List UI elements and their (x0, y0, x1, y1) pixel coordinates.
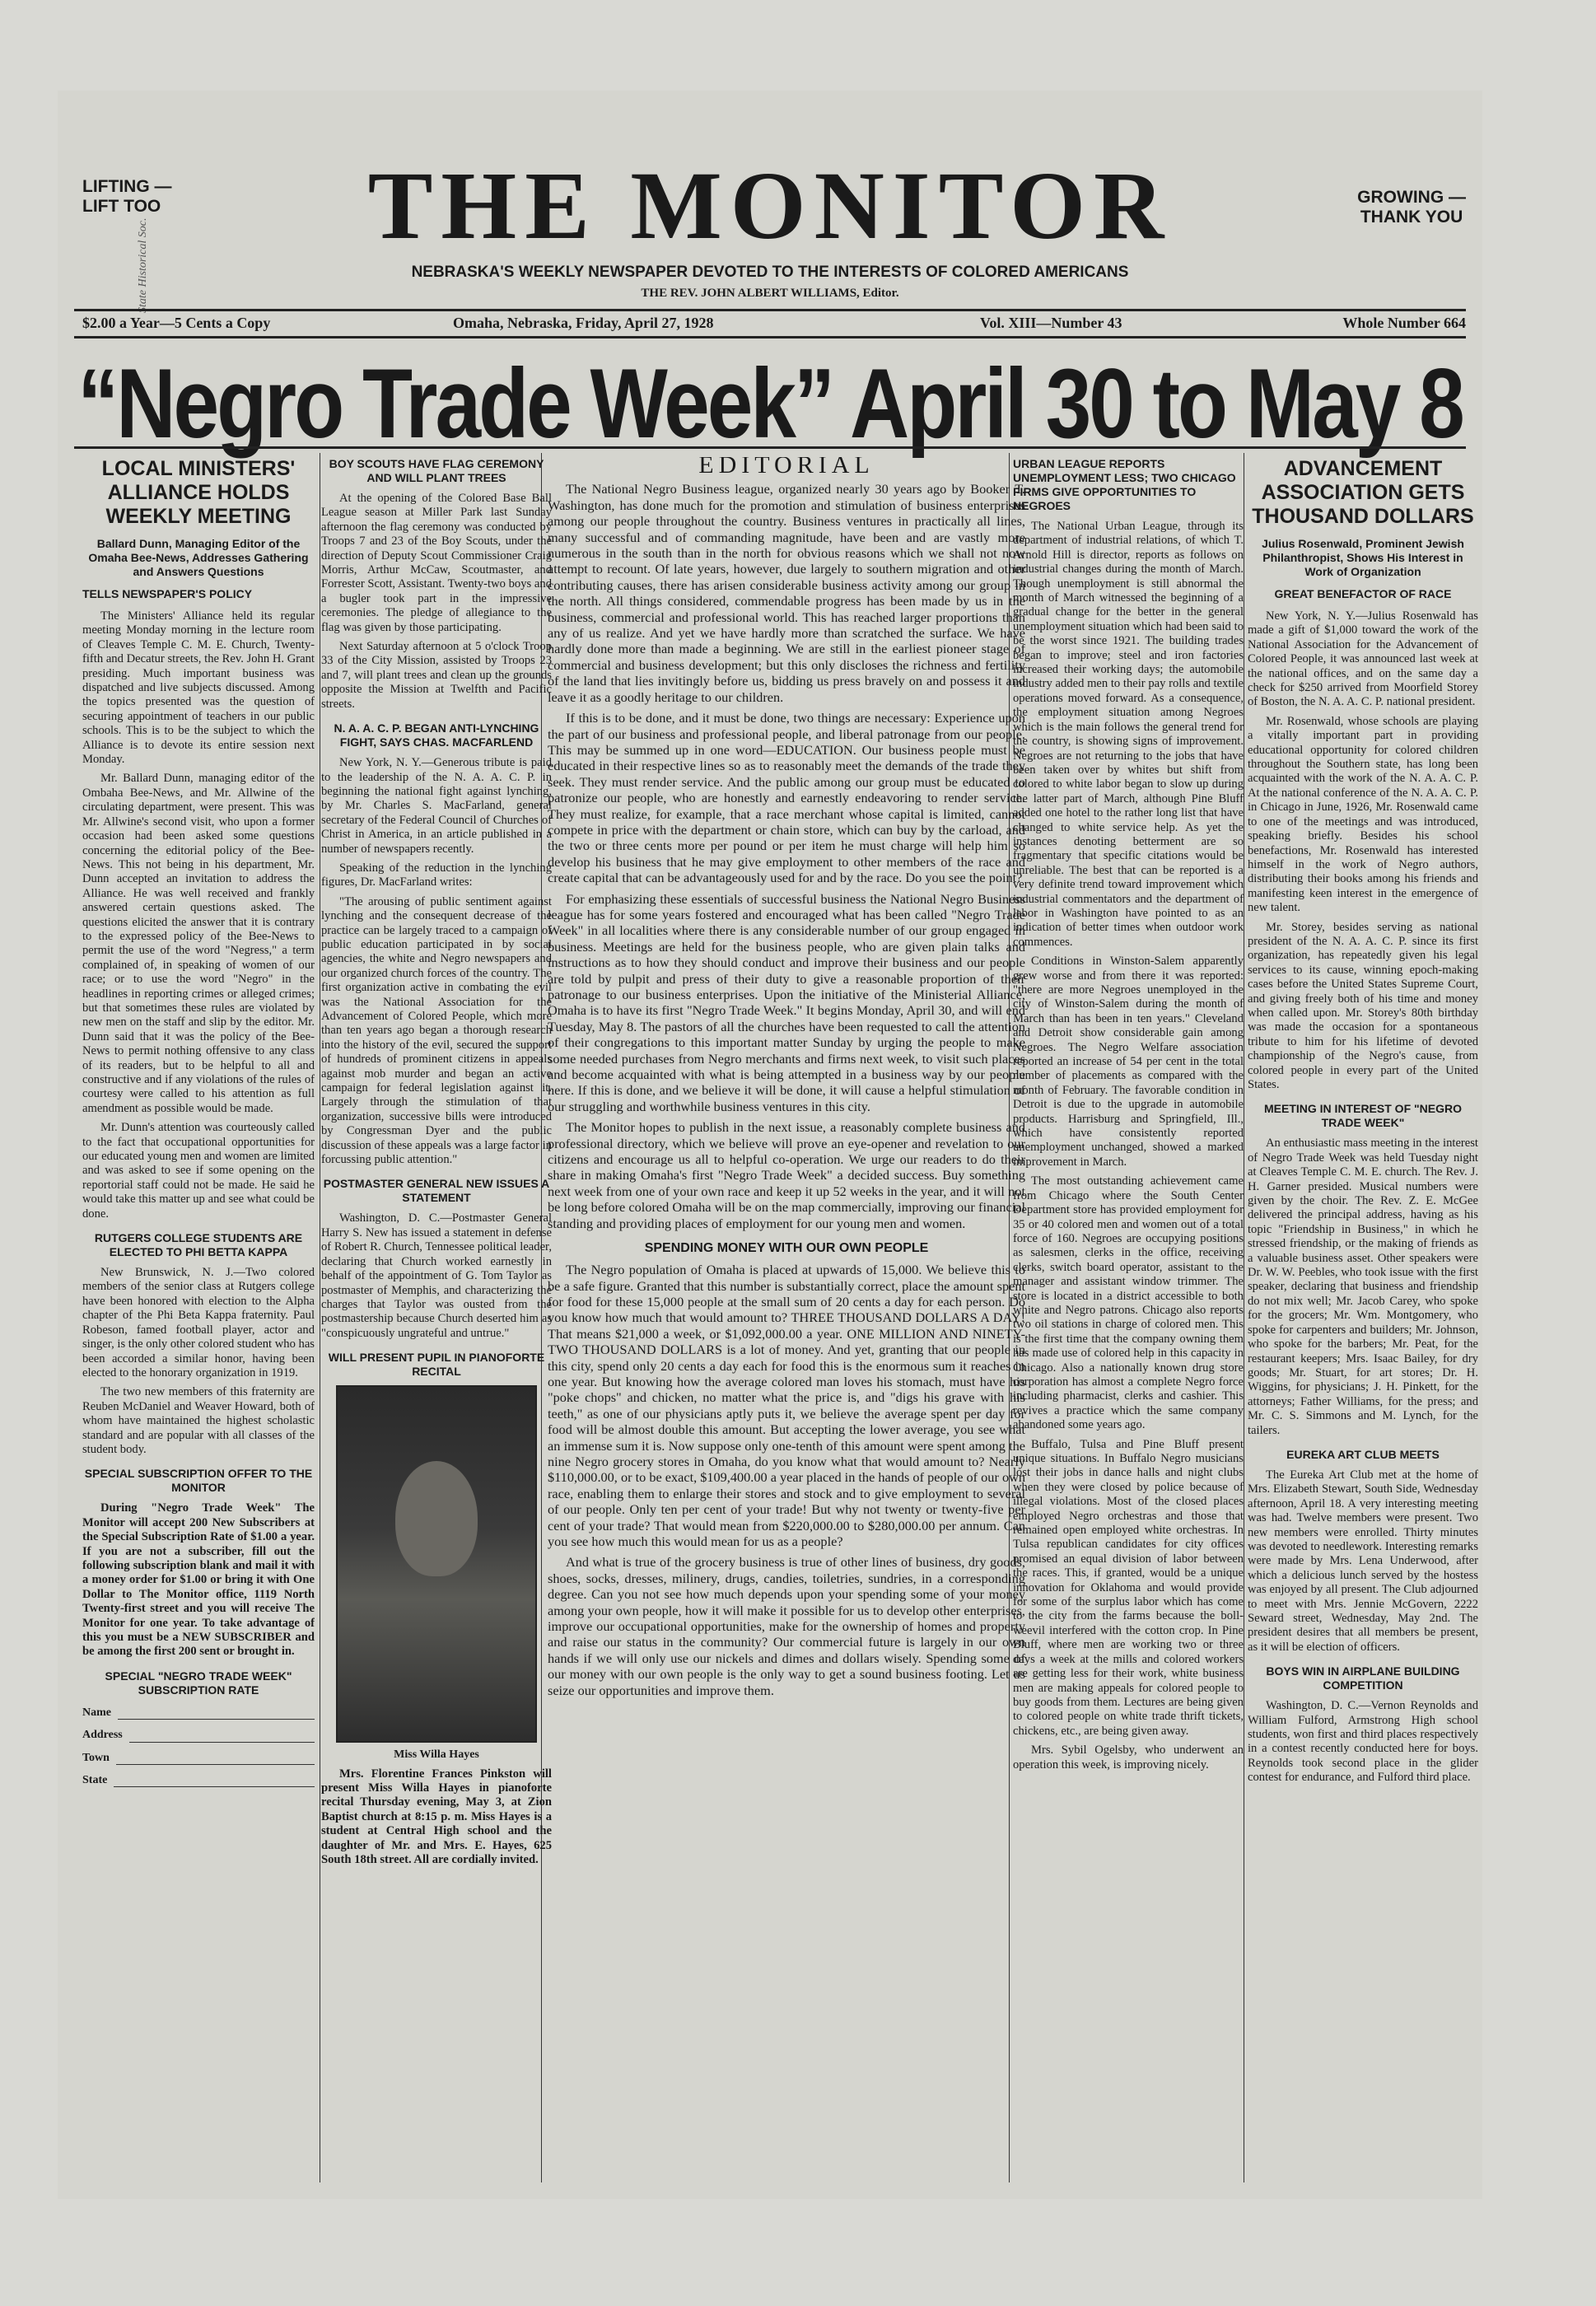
form-line (129, 1728, 315, 1742)
form-label: State (82, 1774, 108, 1787)
article-headline: URBAN LEAGUE REPORTS UNEMPLOYMENT LESS; TWO CHICAGO FIRMS GIVE OPPORTUNITIES TO NEGROES (1013, 457, 1236, 512)
article-headline: SPENDING MONEY WITH OUR OWN PEOPLE (644, 1241, 929, 1256)
subscription-form-title: SPECIAL "NEGRO TRADE WEEK" SUBSCRIPTION RATE (105, 1669, 292, 1697)
column-1 (82, 457, 315, 2187)
whole-number: Whole Number 664 (1342, 315, 1466, 331)
article-paragraph: The National Urban League, through its department of industrial relations, of which T. Arnold Hill is director, reports as follows on industrial changes during the month of March. Though unemployment is still abnormal the month of March witnessed the beginning of a gradual change for the better in the general unemployment situation which had been said to be the worst since 1921. The building trades began to improve; steel and iron factories increased their working days; the automobile industry added men to their pay rolls and textile operations moved forward. As a consequence, the employment situation among Negroes which is the main follows the general trend for the country, is showing signs of improvement. Negroes are not returning to the jobs that have been taken over by whites but shift from colored to white labor began to slow up during the latter part of March, although Pine Bluff added one hotel to the rather long list that have changed to white service help. As yet the instances denoting betterment are so fragmentary that specific citations would be unreliable. The best that can be reported is a very definite trend toward improvement which industrial commentators and the department of labor in Washington have pointed to as an indication of better times when outdoor work commences. (1013, 520, 1244, 949)
article-paragraph: Conditions in Winston-Salem apparently grew worse and from there it was reported: "there are more Negroes unemployed in the city of Winston-Salem during the month of March than has been in ten years." Cleveland and Detroit show considerable gain among Negroes. The Negro Welfare association reported an increase of 54 per cent in the total number of placements as compared with the month of February. The favorable condition in Detroit is due to the upgrade in automobile products. Harrisburg and Springfield, Ill., which have consistently reported unemployment unchanged, showed a marked improvement in March. (1013, 955, 1244, 1169)
article-paragraph: The Ministers' Alliance held its regular meeting Monday morning in the lecture room of Cleaves Temple C. M. E. Church, Twenty-fifth and Decatur streets, the Rev. John H. Grant presiding. Much important business was dispatched and live subjects discussed. Among the topics presented was the question of securing appointment of teachers in our public schools. This is to be the subject to which the Alliance is to devote its entire session next Monday. (82, 609, 315, 767)
article-headline: BOY SCOUTS HAVE FLAG CEREMONY AND WILL PLANT TREES (329, 457, 544, 484)
article-paragraph: The Monitor hopes to publish in the next issue, a reasonably complete business and professional directory, which we believe will prove an eye-opener and revelation to our citizens and encourage us all to helpful co-operation. We urge our readers to do their share in making Omaha's first "Negro Trade Week" a decided success. Buy something next week from one of your own race and keep it up 52 weeks in the year, and it will not be long before colored Omaha will be on the map commercially, improving our financial standing and providing places of employment for our young men and women. (548, 1119, 1025, 1231)
price: $2.00 a Year—5 Cents a Copy (82, 315, 271, 331)
form-line (118, 1706, 315, 1720)
right-ear-line: THANK YOU (1360, 208, 1463, 226)
headline-rule (74, 446, 1466, 449)
article-paragraph: New York, N. Y.—Julius Rosenwald has made a gift of $1,000 toward the work of the National Association for the Advancement of Colored People, it was announced last week at the national offices, and on the same day a check for $250 arrived from Moorfield Storey of Boston, the N. A. A. C. P. national president. (1248, 609, 1478, 709)
article-paragraph: The most outstanding achievement came from Chicago where the South Center Department store has provided employment for 35 or 40 colored men and women out of a total force of 160. Negroes are occupying positions as salesmen, clerks in the office, receiving clerks, switch board operator, assistant to the manager and assistant window trimmer. The store is located in a district accessible to both white and Negro patrons. Chicago also reports two oil stations in charge of colored men. This is the first time that the company owning them has made use of colored help in this capacity in Chicago. Also a nationally known drug store corporation has almost a complete Negro force including pharmacist, clerks and cashier. This revives a practice which the same company abandoned some years ago. (1013, 1174, 1244, 1432)
article-paragraph: During "Negro Trade Week" The Monitor will accept 200 New Subscribers at the Special Subscription Rate of $1.00 a year. If you are not a subscriber, fill out the following subscription blank and mail it with a money order for $1.00 or bring it with One Dollar to The Monitor office, 1119 North Twenty-first street and you will receive The Monitor for one year. To take advantage of this you must be a NEW SUBSCRIBER and be among the first 200 sent or brought in. (82, 1501, 315, 1659)
article-paragraph: Buffalo, Tulsa and Pine Bluff present unique situations. In Buffalo Negro musicians lost their jobs in dance halls and night clubs when they were closed by police because of illegal violations. Most of the closed places employed Negro orchestras and those that remained open employed white orchestras. In Tulsa republican candidates for city offices promised an equal division of labor between the races. This, if granted, would be a unique innovation for Oklahoma and would provide for some of the surplus labor which has come to the city from the farms because the boll-weevil interfered with the cotton crop. In Pine Bluff, where men are working two or three days a week at the mills and colored workers are getting less for their work, white business men are making appeals for colored people to buy goods from them. Lectures are being given to colored people on white trade thrift tickets, chickens, etc., are being given away. (1013, 1437, 1244, 1738)
article-paragraph: "The arousing of public sentiment against lynching and the consequent decrease of the practice can be largely traced to a campaign of public education participated in by social agencies, the white and Negro newspapers and our organized church forces of the country. The first organization active in combating the evil was the National Association for the Advancement of Colored People, which more than ten years ago began a thorough research into the history of the evil, secured the support of hundreds of prominent citizens in appeals against mob murder and began an active campaign for federal legislation against it. Largely through the stimulation of that organization, successive bills were introduced by Congressman Dyer and the public discussion of these appeals was a large factor in forcussing public attention." (321, 894, 552, 1167)
dateline-rule (74, 336, 1466, 338)
article-paragraph: Washington, D. C.—Postmaster General Harry S. New has issued a statement in defense of Robert R. Church, Tennessee political leader, declaring that Church worked earnestly in behalf of the appointment of G. Tom Taylor as postmaster of Memphis, and characterizing the charges that Taylor was ousted from the postmastership because Church deserted him as "conspicuously ungrateful and untrue." (321, 1211, 552, 1340)
article-paragraph: Mr. Rosenwald, whose schools are playing a vitally important part in providing educational opportunity for colored children throughout the Southern state, has long been acquainted with the work of the N. A. A. C. P. At the national conference of the N. A. A. C. P. in Chicago in June, 1926, Mr. Rosenwald came to one of the meetings and was introduced, speaking briefly. Besides his school benefactions, Mr. Rosenwald has interested himself in the work of Negro authors, distributing their books among his friends and manifesting keen interest in the emergence of new talent. (1248, 714, 1478, 915)
left-ear-line: LIFT TOO (82, 197, 161, 216)
form-line (116, 1751, 315, 1765)
form-label: Name (82, 1706, 111, 1719)
article-headline: ADVANCEMENT ASSOCIATION GETS THOUSAND DOLLARS (1252, 457, 1474, 528)
article-subhead: GREAT BENEFACTOR OF RACE (1274, 587, 1452, 600)
form-field-address[interactable] (82, 1728, 315, 1742)
article-paragraph: Speaking of the reduction in the lynching figures, Dr. MacFarland writes: (321, 861, 552, 889)
article-headline: WILL PRESENT PUPIL IN PIANOFORTE RECITAL (328, 1351, 545, 1379)
form-field-town[interactable] (82, 1751, 315, 1765)
form-field-state[interactable] (82, 1773, 315, 1787)
article-paragraph: Next Saturday afternoon at 5 o'clock Troop 33 of the City Mission, assisted by Troops 23 and 7, will plant trees and clean up the grounds opposite the Mission at Twelfth and Pacific streets. (321, 640, 552, 711)
article-headline: MEETING IN INTEREST OF "NEGRO TRADE WEEK" (1264, 1102, 1462, 1130)
article-headline: N. A. A. C. P. BEGAN ANTI-LYNCHING FIGHT, SAYS CHAS. MACFARLEND (334, 721, 539, 749)
article-paragraph: Mrs. Sybil Ogelsby, who underwent an operation this week, is improving nicely. (1013, 1744, 1244, 1772)
article-paragraph: Mrs. Florentine Frances Pinkston will present Miss Willa Hayes in pianoforte recital Thursday evening, May 3, at Zion Baptist church at 8:15 p. m. Miss Hayes is a student at Central High school and the daughter of Mr. and Mrs. E. Hayes, 625 South 18th street. All are cordially invited. (321, 1767, 552, 1866)
portrait-face (395, 1461, 478, 1576)
article-paragraph: Mr. Ballard Dunn, managing editor of the Ombaha Bee-News, and Mr. Allwine of the circulating department, were present. This was Mr. Allwine's second visit, who upon a former occasion had been asked some questions concerning the editorial policy of the Bee-News. This not being in his department, Mr. Dunn accepted an invitation to address the Alliance. He was well received and frankly answered certain questions asked. The questions elicited the answer that it is contrary to the expressed policy of the Bee-News to permit the use of the word "Negress," a term complained of, in speaking of women of our race; or to use the word "Negro" in the headlines in reporting crimes or alleged crimes; but that sometimes these rules are violated by new men on the staff and slip by the editor. Mr. Dunn said that it was the policy of the Bee-News to permit nothing offensive to any class of its readers, but to be helpful to all and constructive and if any violations of the rules of courtesy were called to his attention as full amendment as possible would be made. (82, 772, 315, 1115)
article-paragraph: The two new members of this fraternity are Reuben McDaniel and Weaver Howard, both of whom have maintained the highest scholastic standard and are popular with all classes of the student body. (82, 1385, 315, 1456)
article-paragraph: Mr. Storey, besides serving as national president of the N. A. A. C. P. since its first organization, has repeatedly given his legal services to its cause, winning epoch-making cases before the United States Supreme Court, and giving freely both of his time and money when called upon. Mr. Storey's 80th birthday was made the occasion for a spontaneous tribute to him for his lifetime of devoted championship of the Negro's cause, from colored people in every part of the United States. (1248, 920, 1478, 1091)
banner-headline: “Negro Trade Week” April 30 to May 8 (77, 348, 1463, 460)
issue-date: Omaha, Nebraska, Friday, April 27, 1928 (453, 315, 714, 331)
article-headline: RUTGERS COLLEGE STUDENTS ARE ELECTED TO PHI BETTA KAPPA (94, 1231, 303, 1259)
editorial-heading: EDITORIAL (698, 457, 875, 478)
article-subhead: Ballard Dunn, Managing Editor of the Omaha Bee-News, Addresses Gathering and Answers Questions (88, 537, 309, 578)
form-label: Town (82, 1751, 110, 1764)
article-paragraph: At the opening of the Colored Base Ball League season at Miller Park last Sunday afternoon the flag ceremony was conducted by Troops 7 and 23 of the Boy Scouts, under the direction of Deputy Scout Commissioner Craig Morris, Arthur McCaw, Scoutmaster, and Forrester Scott, Assistant. Twenty-two boys and a bugler took part in the impressive ceremonies. The pledge of allegiance to the flag was given by those participating. (321, 492, 552, 634)
article-paragraph: Mr. Dunn's attention was courteously called to the fact that occupational opportunities for our educated young men and women are limited and was asked to see if some opening on the reportorial staff could not be made. He said he would take this matter up and see what could be done. (82, 1121, 315, 1221)
masthead-rule (74, 309, 1466, 311)
left-ear-line: LIFTING — (82, 177, 172, 196)
form-field-name[interactable] (82, 1706, 315, 1720)
article-paragraph: The Eureka Art Club met at the home of Mrs. Elizabeth Stewart, South Side, Wednesday afternoon, April 18. A very interesting meeting was had. Twelve members were present. Two new members were enrolled. Thirty minutes was devoted to needlework. Interesting remarks were made by Mrs. Lena Underwood, after which a delicious lunch served by the hostess was enjoyed by all present. The Club adjourned to meet with Mrs. Jennie McGovern, 2222 Seward street, Wednesday, May 2nd. The president desires that all members be present, as it will be election of officers. (1248, 1468, 1478, 1654)
volume: Vol. XIII—Number 43 (980, 315, 1122, 331)
newspaper-page (58, 91, 1482, 2199)
article-subhead: TELLS NEWSPAPER'S POLICY (82, 587, 253, 600)
article-paragraph: For emphasizing these essentials of successful business the National Negro Business league has for some years fostered and encouraged what has been called "Negro Trade Week" in all localities where there is any considerable number of our group engaged in business. Meetings are held for the business people, who are given plain talks and instructions as to how they should conduct and improve their business and our people are told by pulpit and press of their duty to give a reasonable proportion of their patronage to our business enterprises. Upon the initiative of the Ministerial Alliance, Omaha is to have its first "Negro Trade Week." It begins Monday, April 30, and will end Tuesday, May 8. The pastors of all the churches have been requested to call the attention of their congregations to this important matter Sunday by urging the people to make some needed purchases from Negro merchants and firms next week, to visit such places and become acquainted with what is being attempted in a business way by our people here. If this is done, and we believe it will be done, it will cause a helpful stimulation of our struggling and worthwhile business ventures in this city. (548, 890, 1025, 1114)
form-line (114, 1773, 315, 1787)
article-paragraph: The Negro population of Omaha is placed at upwards of 15,000. We believe this to be a safe figure. Granted that this number is substantially correct, place the amount spent for food for these 15,000 people at the small sum of 20 cents a day for each person. Do you know how much that would amount to? THREE THOUSAND DOLLARS A DAY! That means $21,000 a week, or $1,092,000.00 a year. ONE MILLION AND NINETY-TWO THOUSAND DOLLARS is a lot of money. And yet, granting that our people in this city, spend only 20 cents a day each for food this is the enormous sum it reaches in one year. But knowing how the average colored man loves his stomach, must have his "poke chops" and chicken, no matter what the price is, and "digs his grave with his teeth," as one of our physicians aptly puts it, we believe the average spent per day for food will be almost double this amount. But accepting the lower average, you see what an immense sum it is. Now suppose only one-tenth of this amount were spent among the nine Negro grocery stores in Omaha, do you know what that would amount to? Nearly $110,000.00, or to be exact, $109,400.00 a year placed in the hands of people of our own race, enabling them to enlarge their stores and stock and to give employment to several of our people. Only ten per cent of your trade! But why not twenty or twenty-five per cent of your trade? That would mean from $220,000.00 to $280,000.00 per annum. Can you see how much this would mean for us as a people? (548, 1262, 1025, 1549)
editor-line: THE REV. JOHN ALBERT WILLIAMS, Editor. (641, 287, 899, 300)
article-paragraph: An enthusiastic mass meeting in the interest of Negro Trade Week was held Tuesday night at Cleaves Temple C. M. E. church. The Rev. J. H. Garner presided. Musical numbers were given by the choir. The Rev. Z. E. McGee delivered the principal address, having as his topic "Friendship in Business," in which he stressed friendship, or the making of friends as a valuable business asset. Other speakers were Dr. W. W. Peebles, who took issue with the first speaker, declaring that business and friendship do not mix well; Mr. Jacob Carey, who spoke for the grocers; Mr. Wm. Montgomery, who spoke for carpenters and builders; Mr. Johnson, who spoke for the barbers; Mr. Peat, for the restaurant keepers; Mrs. Isaac Bailey, for dry goods; Mr. Stuart, for art stores; Dr. H. Wiggins, for physicians; J. H. Pinkett, for the attorneys; Father Williams, for the press; and Mr. C. S. Simmons and M. Lynch, for the tailers. (1248, 1137, 1478, 1437)
newspaper-title: THE MONITOR (367, 152, 1173, 259)
portrait-photo (336, 1385, 537, 1743)
article-headline: LOCAL MINISTERS' ALLIANCE HOLDS WEEKLY MEETING (101, 457, 296, 528)
article-headline: BOYS WIN IN AIRPLANE BUILDING COMPETITION (1266, 1664, 1460, 1692)
article-subhead: Julius Rosenwald, Prominent Jewish Philanthropist, Shows His Interest in Work of Organization (1262, 537, 1464, 578)
column-5 (1248, 457, 1478, 2187)
photo-caption: Miss Willa Hayes (394, 1748, 479, 1762)
right-ear-line: GROWING — (1357, 188, 1466, 207)
right-ear (1357, 188, 1466, 227)
article-headline: POSTMASTER GENERAL NEW ISSUES A STATEMENT (323, 1177, 550, 1205)
tagline: NEBRASKA'S WEEKLY NEWSPAPER DEVOTED TO THE INTERESTS OF COLORED AMERICANS (411, 264, 1129, 281)
article-paragraph: New York, N. Y.—Generous tribute is paid to the leadership of the N. A. A. C. P. in beginning the national fight against lynching, by Mr. Charles S. MacFarland, general secretary of the Federal Council of Churches of Christ in America, in an article published in a number of newspapers recently. (321, 756, 552, 856)
article-paragraph: New Brunswick, N. J.—Two colored members of the senior class at Rutgers college have been honored with election to the Alpha chapter of the Phi Beta Kappa fraternity. Paul Robeson, famed football player, actor and singer, is the only other colored student who has been accorded a similar honor, having been elected to the honorary organization in 1919. (82, 1266, 315, 1379)
article-paragraph: The National Negro Business league, organized nearly 30 years ago by Booker T. Washington, has done much for the promotion and stimulation of business enterprises among our people throughout the country. Business ventures in practically all lines, many successful and of commanding magnitude, have been and are vastly more numerous in the south than in the north for obvious reasons which we shall not now attempt to recount. Of late years, however, due largely to southern migration and other contributing causes, there has arisen considerable business activity among our group in the north. All things considered, commendable progress has been made by us in the business, commercial and professional world. This has reached larger proportions than any of us realize. And yet we have hardly more than scratched the surface. We have hardly done more than made a beginning. We are still in the earliest pioneer stage of commercial and business development; but this only discloses the richness and fertility of the land that lies invitingly before us, bidding us press bravely on and possess it and leave it as a goodly heritage to our children. (548, 481, 1025, 705)
article-paragraph: And what is true of the grocery business is true of other lines of business, dry goods, shoes, socks, dresses, milinery, drugs, candies, toiletries, sundries, in a corresponding degree. Can you not see how much depends upon your spending some of your money among your own people, how it will make it possible for us to develop other enterprises, improve our occupational opportunities, make for the ownership of homes and property and raise our status in the community? Our commercial future is largely in our own hands if we will only use our nickels and dimes and dollars wisely. Spending some of our money with our own people is the only way to get a sound business footing. Let us seize our opportunities and improve them. (548, 1554, 1025, 1698)
dateline (82, 315, 1466, 332)
article-paragraph: If this is to be done, and it must be done, two things are necessary: Experience upon the part of our business and professional people, and liberal patronage from our people. This may be summed up in one word—EDUCATION. Our business people must be educated in their respective lines so as to reasonably meet the demands of the trade they seek. They must render service. And the public among our group must be educated to patronize our people, who are honestly and earnestly endeavoring to render service. They must realize, for example, that a race merchant whose capital is limited, cannot compete in price with the department or chain store, which can buy by the carload, and the two or three cents more per pound or per item he must charge will help him so develop his business that he may give employment to other members of the race and create capital that can be advantageously used for and by the race. Do you see the point? (548, 710, 1025, 886)
column-4 (1013, 457, 1244, 2187)
form-label: Address (82, 1729, 123, 1742)
article-headline: EUREKA ART CLUB MEETS (1286, 1447, 1440, 1461)
column-2 (321, 457, 552, 2187)
article-headline: SPECIAL SUBSCRIPTION OFFER TO THE MONITOR (84, 1467, 313, 1495)
library-stamp: State Historical Soc. (137, 217, 149, 313)
column-3-editorial (548, 457, 1025, 2187)
article-paragraph: Washington, D. C.—Vernon Reynolds and William Fulford, Armstrong High school students, won first and third places respectively in a contest recently conducted here for boys. Reynolds took second place in the glider contest for endurance, and Fulford third place. (1248, 1699, 1478, 1785)
